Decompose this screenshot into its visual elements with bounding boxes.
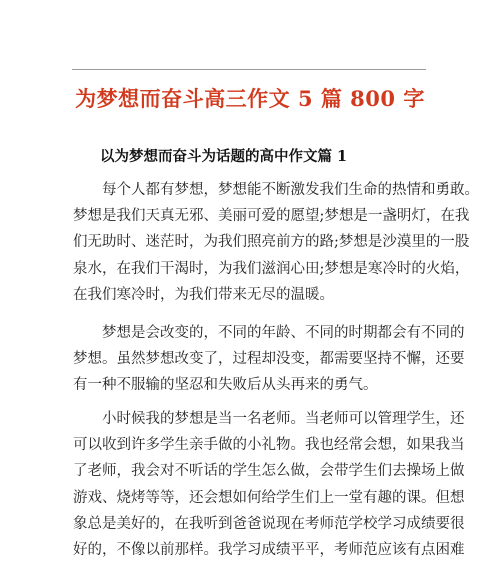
- paragraph-line: 梦想是会改变的，不同的年龄、不同的时期都会有不同的: [102, 325, 465, 341]
- paragraph-line: 每个人都有梦想，梦想能不断激发我们生命的热情和勇敢。: [102, 182, 479, 198]
- paragraph-1: [73, 177, 479, 308]
- section-heading: 以为梦想而奋斗为话题的高中作文篇 1: [100, 148, 348, 165]
- paragraph-line: 泉水，在我们干渴时，为我们滋润心田;梦想是寒冷时的火焰，: [73, 260, 470, 277]
- header-rule: [72, 69, 426, 70]
- paragraph-line: 在我们寒冷时，为我们带来无尽的温暖。: [73, 286, 334, 303]
- paragraph-line: 们无助时、迷茫时，为我们照亮前方的路;梦想是沙漠里的一股: [73, 234, 470, 251]
- paragraph-line: 了老师，我会对不听话的学生怎么做，会带学生们去操场上做: [73, 463, 465, 480]
- paragraph-line: 梦想是我们天真无邪、美丽可爱的愿望;梦想是一盏明灯，在我: [73, 208, 470, 225]
- paragraph-line: 好的，不像以前那样。我学习成绩平平，考师范应该有点困难: [73, 542, 465, 559]
- document-title: 为梦想而奋斗高三作文 5 篇 800 字: [75, 86, 425, 111]
- paragraph-3: [73, 406, 465, 563]
- paragraph-line: 有一种不服输的坚忍和失败后从头再来的勇气。: [73, 377, 378, 394]
- paragraph-line: 可以收到许多学生亲手做的小礼物。我也经常会想，如果我当: [73, 437, 465, 454]
- paragraph-line: 游戏、烧烤等等，还会想如何给学生们上一堂有趣的课。但想: [73, 489, 465, 506]
- paragraph-line: 小时候我的梦想是当一名老师。当老师可以管理学生，还: [102, 411, 465, 427]
- paragraph-2: [73, 320, 465, 399]
- paragraph-line: 梦想。虽然梦想改变了，过程却没变，都需要坚持不懈，还要: [73, 351, 465, 368]
- paragraph-line: 象总是美好的，在我听到爸爸说现在考师范学校学习成绩要很: [73, 515, 465, 532]
